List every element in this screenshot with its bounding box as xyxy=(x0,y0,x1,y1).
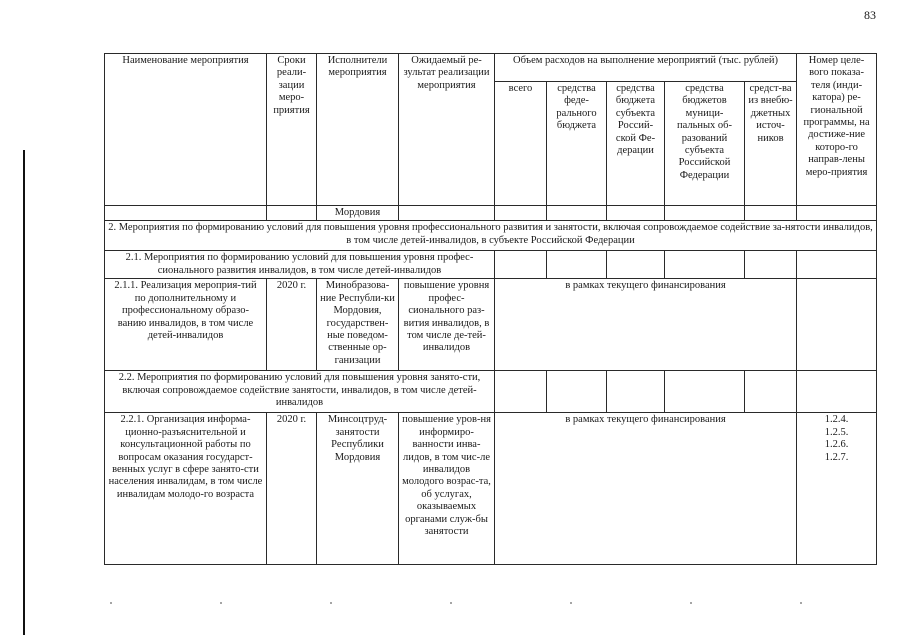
indicator-item: 1.2.4. xyxy=(824,414,849,426)
header-row-1 xyxy=(105,54,877,82)
row-2-1-1-result: повышение уровня профес-сионального раз-вития инвалидов, в том числе де-тей-инвалидов xyxy=(399,279,495,371)
header-sub-municipal: средства бюджетов муници-пальных об-разований субъекта Российской Федерации xyxy=(665,82,745,206)
row-2-2-1-executor: Минсоцтруд-занятости Республики Мордовия xyxy=(317,413,399,565)
section-2-title: 2. Мероприятия по формированию условий для повышения уровня профессионального развития и занятости, включая сопровождаемое содействие за-нятости инвалидов, в том числе детей-инвалидов, в субъекте Российской Федерации xyxy=(105,221,877,251)
header-expenses: Объем расходов на выполнение мероприятий (тыс. рублей) xyxy=(495,54,797,82)
scan-edge-line xyxy=(23,150,25,635)
row-2-1-1 xyxy=(105,279,877,371)
row-2-2-1-funding: в рамках текущего финансирования xyxy=(495,413,797,565)
row-2-2-1-term: 2020 г. xyxy=(267,413,317,565)
header-result: Ожидаемый ре-зультат реализации мероприятия xyxy=(399,54,495,206)
row-2-1-1-executor: Минобразова-ние Республи-ки Мордовия, государствен-ные поведом-ственные ор-ганизации xyxy=(317,279,399,371)
row-2-1-1-name: 2.1.1. Реализация мероприя-тий по дополнительному и профессиональному образо-ванию инвалидов, в том числе детей-инвалидов xyxy=(105,279,267,371)
scan-noise-dots xyxy=(100,602,880,606)
page-number: 83 xyxy=(864,8,876,22)
header-sub-federal: средства феде-рального бюджета xyxy=(547,82,607,206)
header-sub-extra: средст-ва из внебю-джетных источ-ников xyxy=(745,82,797,206)
indicator-item: 1.2.7. xyxy=(824,451,849,463)
indicator-item: 1.2.5. xyxy=(824,426,849,438)
continuation-row xyxy=(105,206,877,221)
row-2-2-1 xyxy=(105,413,877,565)
subsection-2-1-title: 2.1. Мероприятия по формированию условий для повышения уровня профес-сионального развития инвалидов, в том числе детей-инвалидов xyxy=(105,251,495,279)
header-name: Наименование мероприятия xyxy=(105,54,267,206)
row-2-1-1-term: 2020 г. xyxy=(267,279,317,371)
row-2-1-1-funding: в рамках текущего финансирования xyxy=(495,279,797,371)
row-2-1-1-indicator xyxy=(797,279,877,371)
row-2-2-1-result: повышение уров-ня информиро-ванности инва-лидов, в том чис-ле инвалидов молодого возрас-та, об услугах, оказываемых органами служ-бы занятости xyxy=(399,413,495,565)
row-2-2-1-name: 2.2.1. Организация информа-ционно-разъяснительной и консультационной работы по вопросам оказания государст-венных услуг в сфере занято-сти населения инвалидам, в том числе инвалидам молодо-го возраста xyxy=(105,413,267,565)
header-indicator: Номер целе-вого показа-теля (инди-катора) ре-гиональной программы, на достиже-ние которо-го направ-лены меро-приятия xyxy=(797,54,877,206)
subsection-2-2-row xyxy=(105,371,877,413)
section-2-row xyxy=(105,221,877,251)
header-sub-subject: средства бюджета субъекта Россий-ской Фе-дерации xyxy=(607,82,665,206)
activities-table xyxy=(104,53,877,565)
subsection-2-1-row xyxy=(105,251,877,279)
subsection-2-2-title: 2.2. Мероприятия по формированию условий для повышения уровня занято-сти, включая сопровождаемое содействие занятости, инвалидов, в том числе детей-инвалидов xyxy=(105,371,495,413)
header-terms: Сроки реали-зации меро-приятия xyxy=(267,54,317,206)
header-executors: Исполнители мероприятия xyxy=(317,54,399,206)
row-2-2-1-indicators xyxy=(797,413,877,565)
indicator-item: 1.2.6. xyxy=(824,439,849,451)
header-sub-total: всего xyxy=(495,82,547,206)
continuation-text: Мордовия xyxy=(317,206,399,221)
